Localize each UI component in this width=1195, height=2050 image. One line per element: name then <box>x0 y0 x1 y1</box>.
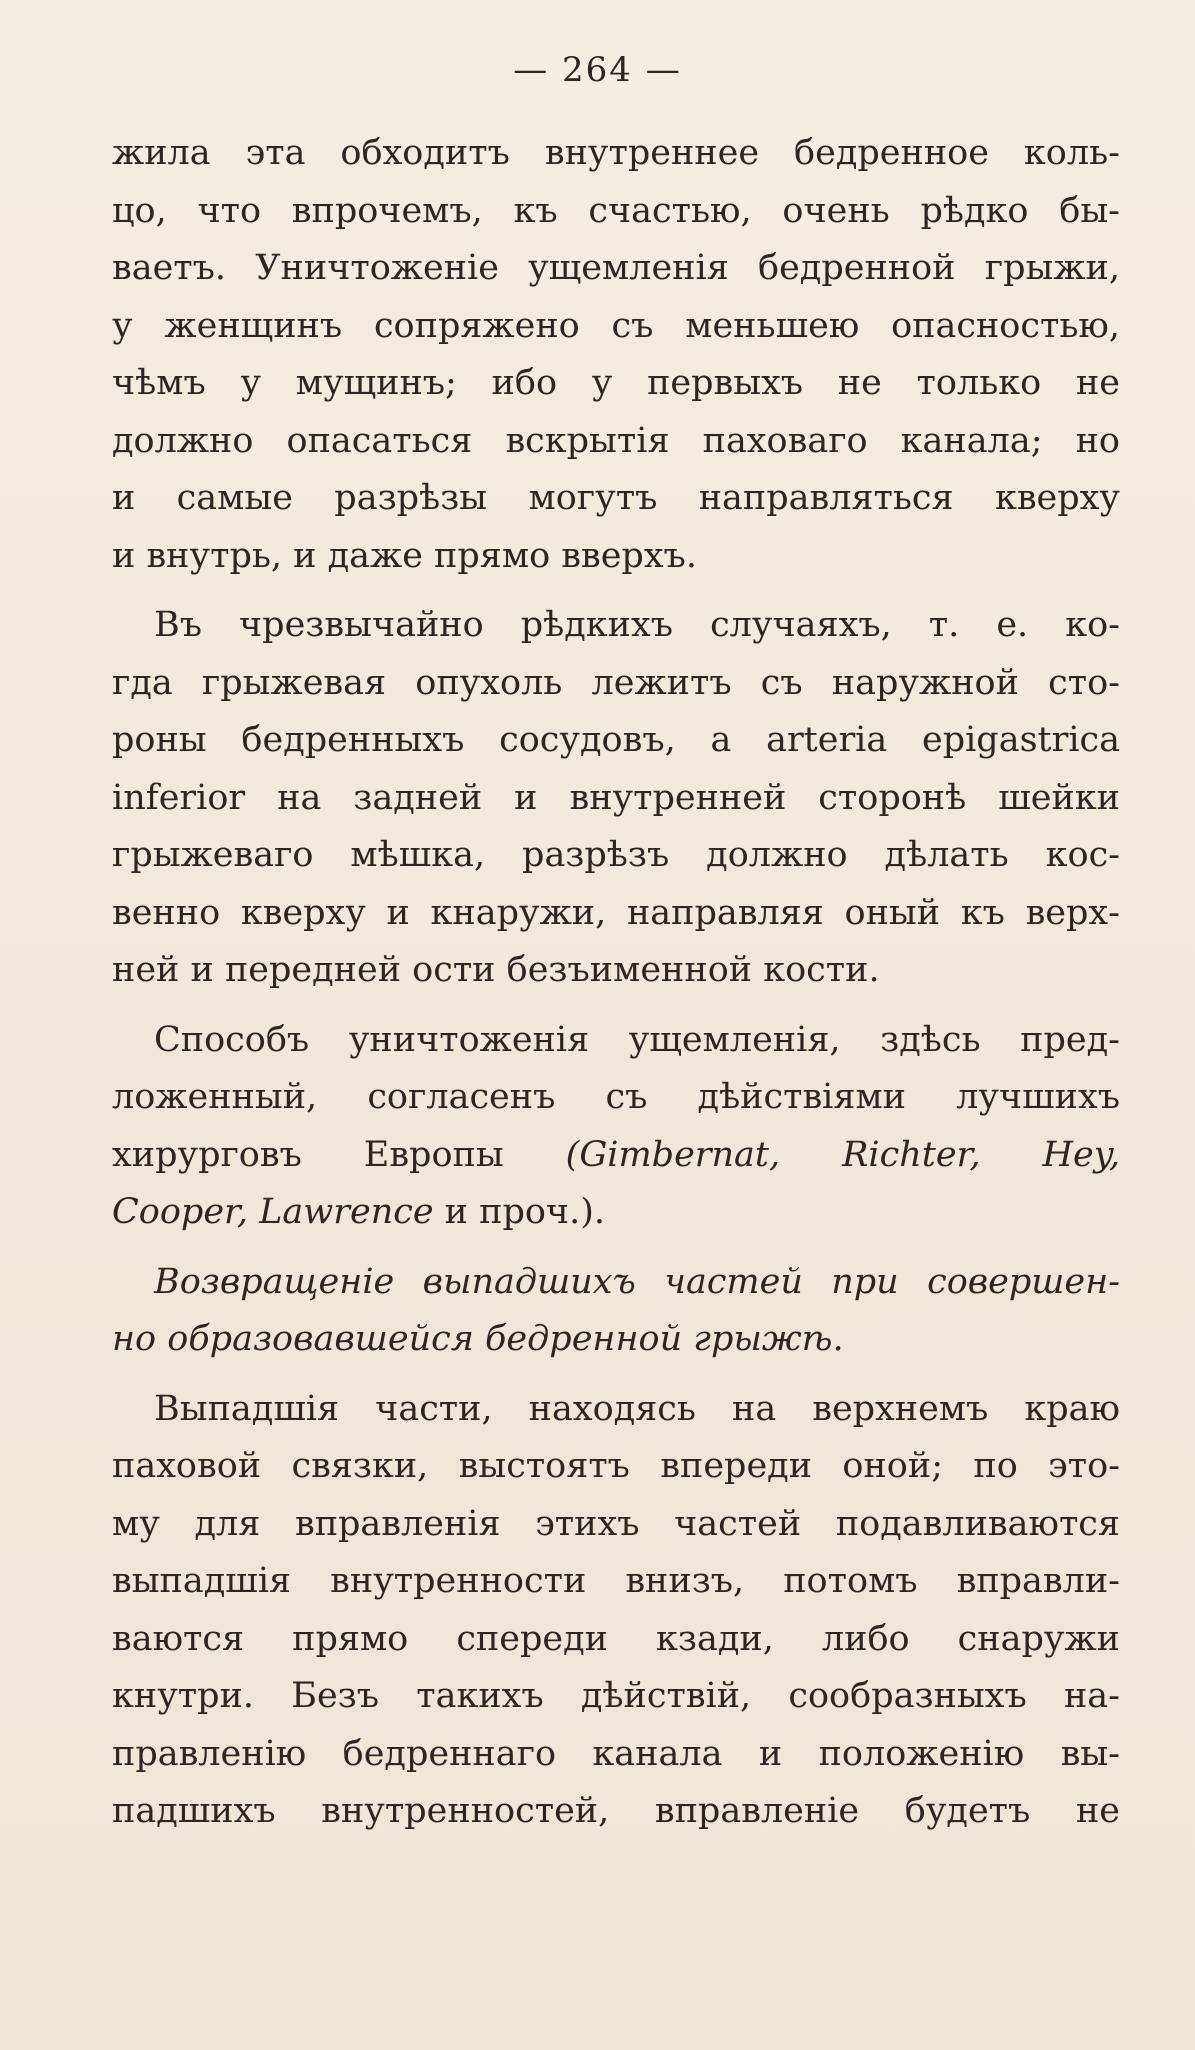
text-line <box>112 1127 1120 1185</box>
text-line: гда грыжевая опухоль лежитъ съ наружной сто- <box>112 662 1120 703</box>
text-line: ваются прямо спереди кзади, либо снаружи <box>112 1618 1120 1659</box>
text-line: выпадшія внутренности внизъ, потомъ вправли- <box>112 1561 1120 1601</box>
text-line: Выпадшія части, находясь на верхнемъ краю <box>154 1388 1120 1429</box>
heading-line: но образовавшейся бедренной грыжѣ. <box>112 1319 844 1359</box>
text-line: венно кверху и кнаружи, направляя оный къ верх- <box>112 892 1120 933</box>
text-line: грыжеваго мѣшка, разрѣзъ должно дѣлать кос- <box>112 835 1120 875</box>
text-line: inferior на задней и внутренней сторонѣ шейки <box>112 777 1120 818</box>
text-line: роны бедренныхъ сосудовъ, а arteria epigastrica <box>112 720 1120 760</box>
text-span: хирурговъ Европы <box>112 1134 566 1175</box>
text-line: цо, что впрочемъ, къ счастью, очень рѣдко бы- <box>112 190 1120 231</box>
text-line: жила эта обходитъ внутреннее бедренное коль- <box>112 133 1120 173</box>
text-line: падшихъ внутренностей, вправленіе будетъ не <box>112 1791 1120 1831</box>
paragraph <box>112 1012 1120 1242</box>
text-line: и внутрь, и даже прямо вверхъ. <box>112 535 697 576</box>
text-body <box>112 125 1120 1841</box>
section-heading <box>112 1254 1120 1369</box>
text-line: паховой связки, выстоятъ впереди оной; по это- <box>112 1446 1120 1486</box>
page-number: — 264 — <box>513 50 682 90</box>
text-line: ваетъ. Уничтоженіе ущемленія бедренной грыжи, <box>112 248 1120 288</box>
text-line: чѣмъ у мущинъ; ибо у первыхъ не только не <box>112 363 1120 403</box>
text-line: Способъ уничтоженія ущемленія, здѣсь пред- <box>154 1019 1120 1060</box>
text-line <box>112 1184 1120 1242</box>
surgeon-names: (Gimbernat, Richter, Hey, <box>565 1134 1120 1175</box>
text-line: должно опасаться вскрытія паховаго канала; но <box>112 420 1120 461</box>
text-line: и самые разрѣзы могутъ направляться кверху <box>112 478 1120 518</box>
paragraph <box>112 1381 1120 1841</box>
text-line: у женщинъ сопряжено съ меньшею опасностью, <box>112 305 1120 346</box>
text-line: кнутри. Безъ такихъ дѣйствій, сообразныхъ на- <box>112 1676 1120 1716</box>
text-line: му для вправленія этихъ частей подавливаются <box>112 1503 1120 1544</box>
text-span: и проч.). <box>433 1192 605 1232</box>
paragraph <box>112 597 1120 1000</box>
text-line: Въ чрезвычайно рѣдкихъ случаяхъ, т. е. ко- <box>154 605 1120 645</box>
paragraph <box>112 125 1120 585</box>
text-line: ней и передней ости безъименной кости. <box>112 950 880 990</box>
text-line: правленію бедреннаго канала и положенію вы- <box>112 1733 1120 1774</box>
surgeon-names: Cooper, Lawrence <box>112 1192 434 1232</box>
text-line: ложенный, согласенъ съ дѣйствіями лучшихъ <box>112 1077 1120 1117</box>
heading-line: Возвращеніе выпадшихъ частей при совершен- <box>154 1261 1120 1302</box>
